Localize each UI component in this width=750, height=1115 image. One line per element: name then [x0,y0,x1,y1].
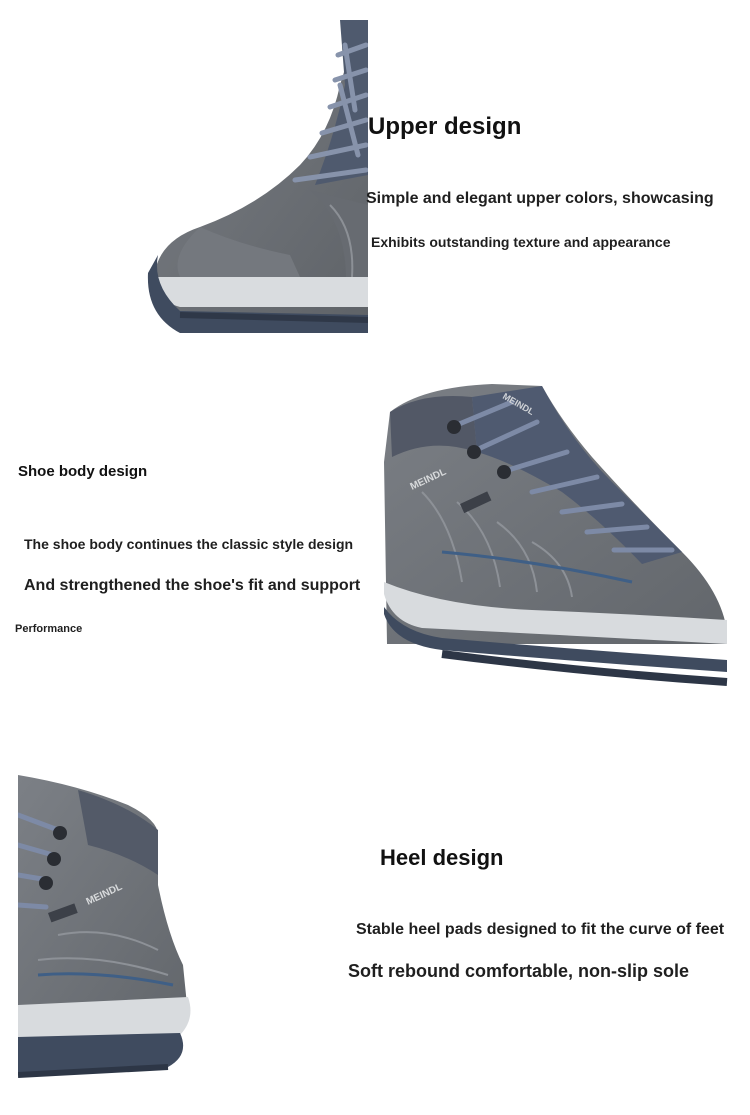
svg-text:MEINDL: MEINDL [501,391,536,417]
upper-design-line2: Exhibits outstanding texture and appearance [371,234,671,250]
shoe-body-title: Shoe body design [18,463,148,480]
heel-design-title: Heel design [380,845,504,870]
heel-design-line2: Soft rebound comfortable, non-slip sole [348,961,690,981]
heel-boot-image [18,775,196,1093]
meindl-logo: MEINDL [408,466,449,493]
shoe-body-boot-image [382,382,734,696]
shoe-body-line1: The shoe body continues the classic style design [24,536,354,552]
svg-text:MEINDL: MEINDL [84,881,125,908]
heel-design-line1: Stable heel pads designed to fit the curve of feet [356,921,725,938]
upper-design-title: Upper design [368,113,522,140]
upper-design-line1: Simple and elegant upper colors, showcasing [366,190,714,207]
shoe-body-line3: Performance [15,623,83,635]
upper-boot-image [140,15,368,333]
shoe-body-line2: And strengthened the shoe's fit and support [24,577,361,594]
